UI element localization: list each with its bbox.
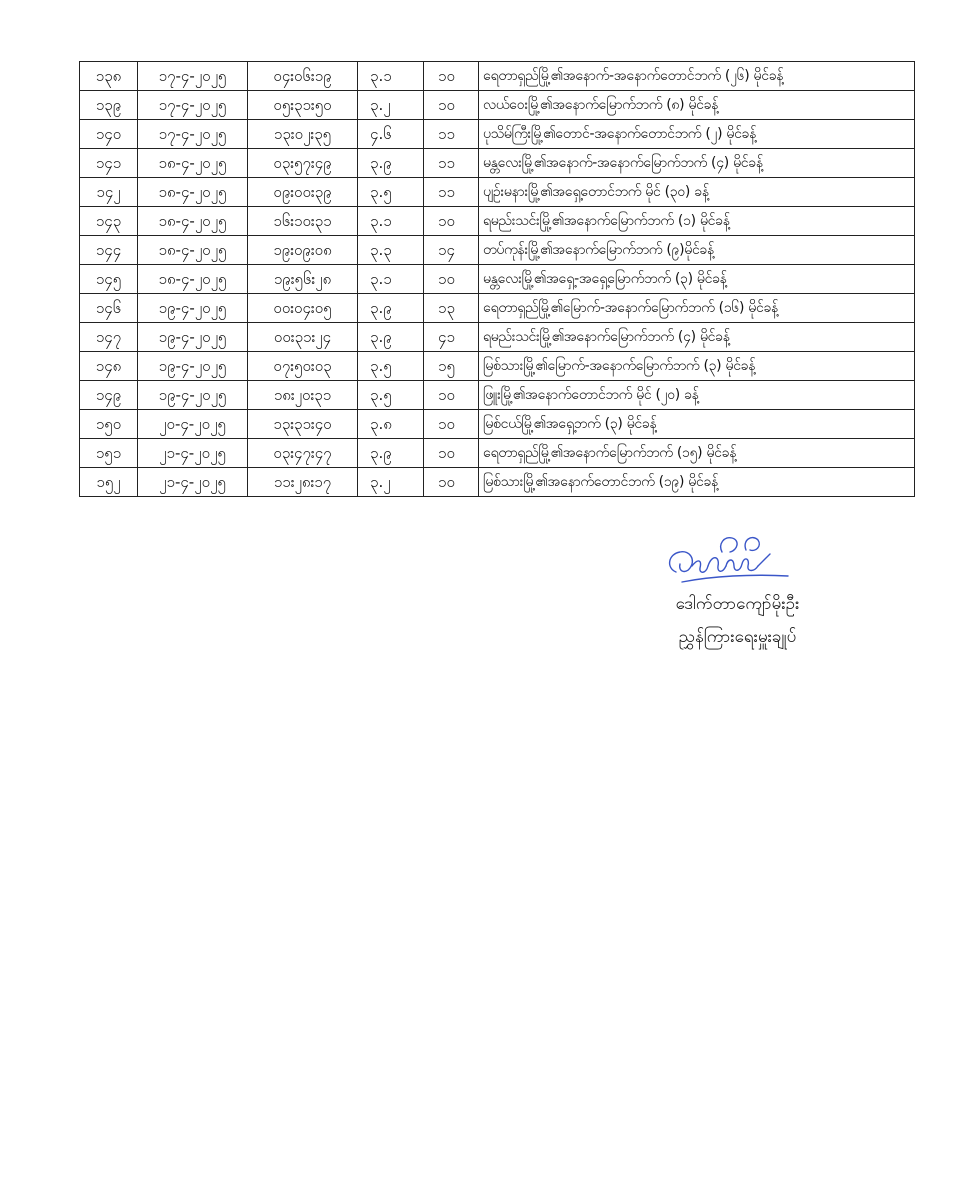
cell-depth: ၁၄ xyxy=(424,236,479,265)
cell-number: ၁၅၁ xyxy=(80,439,138,468)
cell-depth: ၁၁ xyxy=(424,120,479,149)
cell-date: ၁၇-၄-၂၀၂၅ xyxy=(138,91,248,120)
cell-number: ၁၃၉ xyxy=(80,91,138,120)
cell-depth: ၁၁ xyxy=(424,149,479,178)
table-row xyxy=(80,178,915,207)
cell-location: လယ်ဝေးမြို့၏အနောက်မြောက်ဘက် (၈) မိုင်ခန့် xyxy=(479,91,915,120)
earthquake-table-body xyxy=(80,62,915,497)
cell-location: ရေတာရှည်မြို့၏မြောက်-အနောက်မြောက်ဘက် (၁၆) မိုင်ခန့် xyxy=(479,294,915,323)
cell-depth: ၁၀ xyxy=(424,468,479,497)
cell-location: မန္တလေးမြို့၏အရှေ့-အရှေ့မြောက်ဘက် (၃) မိုင်ခန့် xyxy=(479,265,915,294)
cell-number: ၁၄၀ xyxy=(80,120,138,149)
cell-date: ၂၁-၄-၂၀၂၅ xyxy=(138,439,248,468)
cell-date: ၁၇-၄-၂၀၂၅ xyxy=(138,120,248,149)
cell-number: ၁၄၄ xyxy=(80,236,138,265)
cell-date: ၁၈-၄-၂၀၂၅ xyxy=(138,149,248,178)
cell-date: ၁၉-၄-၂၀၂၅ xyxy=(138,352,248,381)
table-row xyxy=(80,91,915,120)
table-row xyxy=(80,294,915,323)
table-row xyxy=(80,149,915,178)
cell-number: ၁၄၅ xyxy=(80,265,138,294)
cell-time: ၀၇း၅၀း၀၃ xyxy=(248,352,358,381)
cell-time: ၁၃း၀၂း၃၅ xyxy=(248,120,358,149)
cell-depth: ၁၀ xyxy=(424,91,479,120)
cell-location: ပုသိမ်ကြီးမြို့၏တောင်-အနောက်တောင်ဘက် (၂) မိုင်ခန့် xyxy=(479,120,915,149)
table-row xyxy=(80,265,915,294)
cell-depth: ၁၁ xyxy=(424,178,479,207)
cell-magnitude: ၃.၁ xyxy=(358,207,424,236)
cell-magnitude: ၃.၂ xyxy=(358,91,424,120)
cell-number: ၁၃၈ xyxy=(80,62,138,91)
cell-number: ၁၄၈ xyxy=(80,352,138,381)
earthquake-table xyxy=(79,61,915,497)
table-row xyxy=(80,323,915,352)
table-row xyxy=(80,236,915,265)
cell-location: ရမည်းသင်းမြို့၏အနောက်မြောက်ဘက် (၄) မိုင်ခန့် xyxy=(479,323,915,352)
cell-depth: ၁၀ xyxy=(424,62,479,91)
cell-number: ၁၄၂ xyxy=(80,178,138,207)
cell-magnitude: ၃.၈ xyxy=(358,410,424,439)
cell-magnitude: ၃.၃ xyxy=(358,236,424,265)
cell-magnitude: ၃.၅ xyxy=(358,352,424,381)
cell-location: ရေတာရှည်မြို့၏အနောက်မြောက်ဘက် (၁၅) မိုင်ခန့် xyxy=(479,439,915,468)
cell-depth: ၁၃ xyxy=(424,294,479,323)
cell-magnitude: ၃.၅ xyxy=(358,381,424,410)
cell-depth: ၁၀ xyxy=(424,410,479,439)
cell-location: ပျဉ်းမနားမြို့၏အရှေ့တောင်ဘက် မိုင် (၃၀) ခန့် xyxy=(479,178,915,207)
cell-number: ၁၄၃ xyxy=(80,207,138,236)
cell-depth: ၁၀ xyxy=(424,381,479,410)
cell-time: ၀၅း၃၁း၅၀ xyxy=(248,91,358,120)
cell-time: ၁၁း၂၈း၁၇ xyxy=(248,468,358,497)
cell-number: ၁၄၁ xyxy=(80,149,138,178)
cell-time: ၀၃း၄၇း၄၇ xyxy=(248,439,358,468)
cell-date: ၁၈-၄-၂၀၂၅ xyxy=(138,178,248,207)
table-row xyxy=(80,410,915,439)
cell-number: ၁၄၉ xyxy=(80,381,138,410)
cell-depth: ၁၅ xyxy=(424,352,479,381)
cell-depth: ၁၀ xyxy=(424,265,479,294)
cell-depth: ၁၀ xyxy=(424,207,479,236)
cell-time: ၀၀း၃၁း၂၄ xyxy=(248,323,358,352)
cell-location: တပ်ကုန်းမြို့၏အနောက်မြောက်ဘက် (၉)မိုင်ခန့် xyxy=(479,236,915,265)
cell-number: ၁၅၂ xyxy=(80,468,138,497)
cell-date: ၁၉-၄-၂၀၂၅ xyxy=(138,381,248,410)
cell-magnitude: ၃.၅ xyxy=(358,178,424,207)
cell-time: ၁၈း၂၀း၃၁ xyxy=(248,381,358,410)
cell-magnitude: ၃.၉ xyxy=(358,294,424,323)
cell-magnitude: ၄.၆ xyxy=(358,120,424,149)
cell-time: ၁၃း၃၁း၄၀ xyxy=(248,410,358,439)
cell-location: ဖြူးမြို့၏အနောက်တောင်ဘက် မိုင် (၂၀) ခန့် xyxy=(479,381,915,410)
cell-location: မန္တလေးမြို့၏အနောက်-အနောက်မြောက်ဘက် (၄) မိုင်ခန့် xyxy=(479,149,915,178)
table-row xyxy=(80,352,915,381)
cell-time: ၀၄း၀၆း၁၉ xyxy=(248,62,358,91)
table-row xyxy=(80,468,915,497)
handwritten-signature xyxy=(662,530,792,590)
cell-location: မြစ်သားမြို့၏မြောက်-အနောက်မြောက်ဘက် (၃) မိုင်ခန့် xyxy=(479,352,915,381)
cell-location: ရမည်းသင်းမြို့၏အနောက်မြောက်ဘက် (၁) မိုင်ခန့် xyxy=(479,207,915,236)
cell-magnitude: ၃.၉ xyxy=(358,439,424,468)
cell-depth: ၁၀ xyxy=(424,439,479,468)
cell-time: ၀၀း၀၄း၀၅ xyxy=(248,294,358,323)
cell-date: ၂၁-၄-၂၀၂၅ xyxy=(138,468,248,497)
cell-magnitude: ၃.၂ xyxy=(358,468,424,497)
table-row xyxy=(80,207,915,236)
cell-date: ၁၈-၄-၂၀၂၅ xyxy=(138,265,248,294)
cell-time: ၁၉း၅၆း၂၈ xyxy=(248,265,358,294)
cell-date: ၂၀-၄-၂၀၂၅ xyxy=(138,410,248,439)
cell-location: မြစ်ငယ်မြို့၏အရှေ့ဘက် (၃) မိုင်ခန့် xyxy=(479,410,915,439)
cell-magnitude: ၃.၁ xyxy=(358,62,424,91)
cell-date: ၁၈-၄-၂၀၂၅ xyxy=(138,236,248,265)
cell-magnitude: ၃.၉ xyxy=(358,323,424,352)
table-row xyxy=(80,381,915,410)
signer-name: ဒေါက်တာကျော်မိုးဦး xyxy=(675,594,800,614)
signer-title: ညွှန်ကြားရေးမှူးချုပ် xyxy=(678,627,797,647)
cell-depth: ၄၁ xyxy=(424,323,479,352)
table-row xyxy=(80,62,915,91)
cell-time: ၀၉း၀၀း၃၉ xyxy=(248,178,358,207)
cell-magnitude: ၃.၁ xyxy=(358,265,424,294)
cell-time: ၀၃း၅၇း၄၉ xyxy=(248,149,358,178)
cell-date: ၁၉-၄-၂၀၂၅ xyxy=(138,294,248,323)
cell-number: ၁၄၇ xyxy=(80,323,138,352)
cell-location: ရေတာရှည်မြို့၏အနောက်-အနောက်တောင်ဘက် (၂၆) မိုင်ခန့် xyxy=(479,62,915,91)
table-row xyxy=(80,120,915,149)
cell-date: ၁၈-၄-၂၀၂၅ xyxy=(138,207,248,236)
cell-magnitude: ၃.၉ xyxy=(358,149,424,178)
cell-date: ၁၉-၄-၂၀၂၅ xyxy=(138,323,248,352)
cell-time: ၁၉း၀၉း၀၈ xyxy=(248,236,358,265)
table-row xyxy=(80,439,915,468)
cell-time: ၁၆း၁၀း၃၁ xyxy=(248,207,358,236)
cell-number: ၁၅၀ xyxy=(80,410,138,439)
cell-location: မြစ်သားမြို့၏အနောက်တောင်ဘက် (၁၉) မိုင်ခန့် xyxy=(479,468,915,497)
cell-date: ၁၇-၄-၂၀၂၅ xyxy=(138,62,248,91)
cell-number: ၁၄၆ xyxy=(80,294,138,323)
